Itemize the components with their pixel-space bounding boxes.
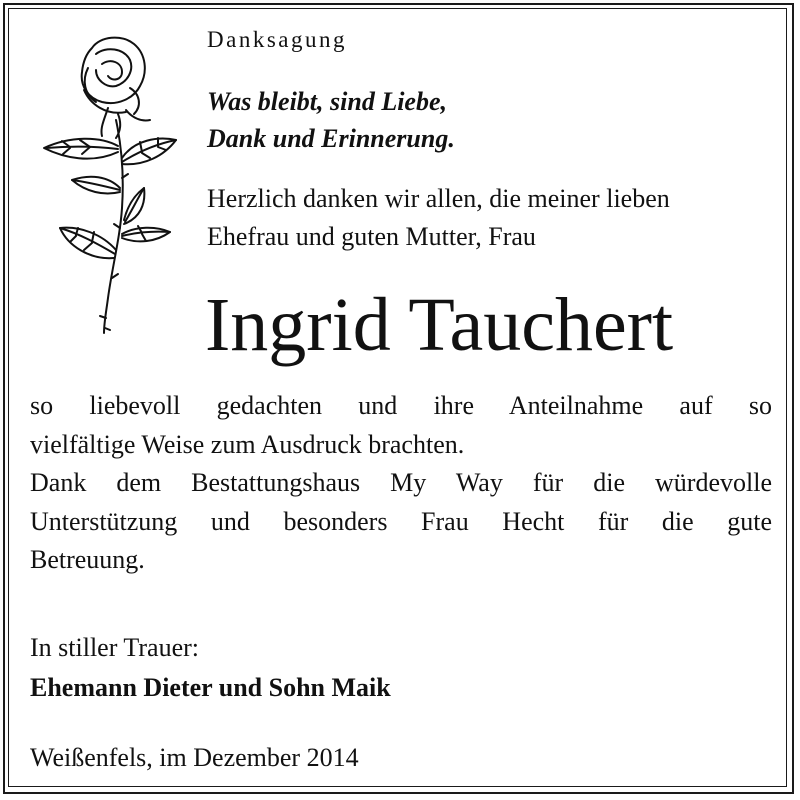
mourning-block: [30, 628, 391, 708]
intro-line: Herzlich danken wir allen, die meiner lieben: [207, 184, 670, 213]
deceased-name: Ingrid Tauchert: [205, 283, 674, 367]
motto-line: Dank und Erinnerung.: [207, 124, 455, 153]
body-line: so liebevoll gedachten und ihre Anteilnahme auf so: [30, 391, 772, 420]
intro-line: Ehefrau und guten Mutter, Frau: [207, 222, 536, 251]
motto: [207, 83, 455, 157]
mourning-label: In stiller Trauer:: [30, 633, 199, 662]
rose-icon: [30, 28, 180, 338]
signatories: Ehemann Dieter und Sohn Maik: [30, 673, 391, 702]
intro-text: [207, 180, 777, 256]
motto-line: Was bleibt, sind Liebe,: [207, 87, 448, 116]
place-date: Weißenfels, im Dezember 2014: [30, 743, 359, 772]
notice-heading: Danksagung: [207, 27, 347, 52]
body-line: Dank dem Bestattungshaus My Way für die würdevolle: [30, 468, 772, 497]
body-line: Betreuung.: [30, 545, 145, 574]
body-line: Unterstützung und besonders Frau Hecht für die gute: [30, 506, 772, 536]
body-text: [30, 387, 772, 580]
body-line: vielfältige Weise zum Ausdruck brachten.: [30, 429, 465, 459]
